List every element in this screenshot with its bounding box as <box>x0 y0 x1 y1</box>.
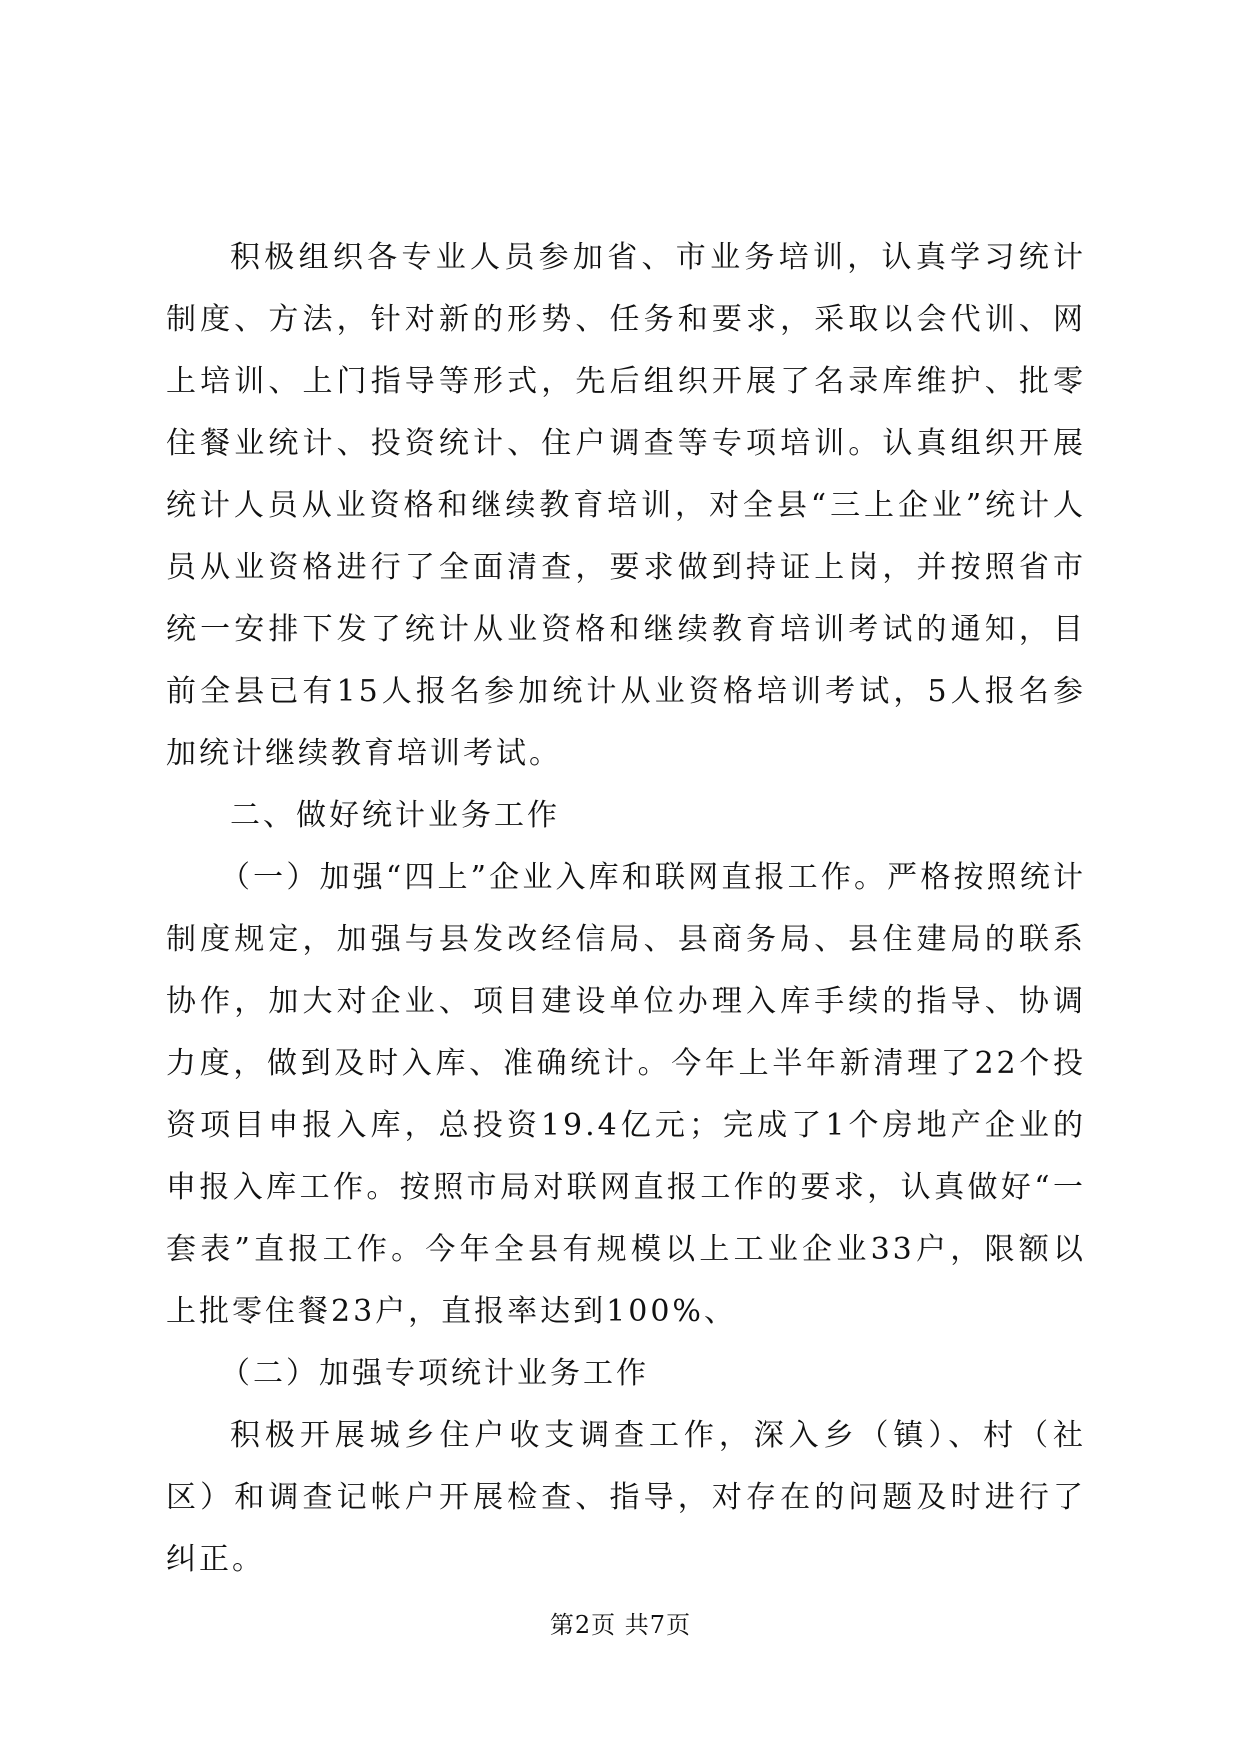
section-heading-statistics-work: 二、做好统计业务工作 <box>230 798 560 833</box>
paragraph-training: 积极组织各专业人员参加省、市业务培训，认真学习统计制度、方法，针对新的形势、任务和要求，采取以会代训、网上培训、上门指导等形式，先后组织开展了名录库维护、批零住餐业统计、投资统计、住户调查等专项培训。认真组织开展统计人员从业资格和继续教育培训，对全县“三上企业”统计人员从业资格进行了全面清查，要求做到持证上岗，并按照省市统一安排下发了统计从业资格和继续教育培训考试的通知，目前全县已有15人报名参加统计从业资格培训考试，5人报名参加统计继续教育培训考试。 <box>166 240 1086 771</box>
subheading-special-statistics: （二）加强专项统计业务工作 <box>220 1356 649 1391</box>
page-number-footer: 第2页 共7页 <box>549 1611 692 1639</box>
paragraph-enterprise-direct-report: （一）加强“四上”企业入库和联网直报工作。严格按照统计制度规定，加强与县发改经信局、县商务局、县住建局的联系协作，加大对企业、项目建设单位办理入库手续的指导、协调力度，做到及时入库、准确统计。今年上半年新清理了22个投资项目申报入库，总投资19.4亿元；完成了1个房地产企业的申报入库工作。按照市局对联网直报工作的要求，认真做好“一套表”直报工作。今年全县有规模以上工业企业33户，限额以上批零住餐23户，直报率达到100%、 <box>166 860 1086 1329</box>
paragraph-household-survey: 积极开展城乡住户收支调查工作，深入乡（镇）、村（社区）和调查记帐户开展检查、指导，对存在的问题及时进行了纠正。 <box>166 1418 1086 1577</box>
document-body <box>166 227 1086 1591</box>
